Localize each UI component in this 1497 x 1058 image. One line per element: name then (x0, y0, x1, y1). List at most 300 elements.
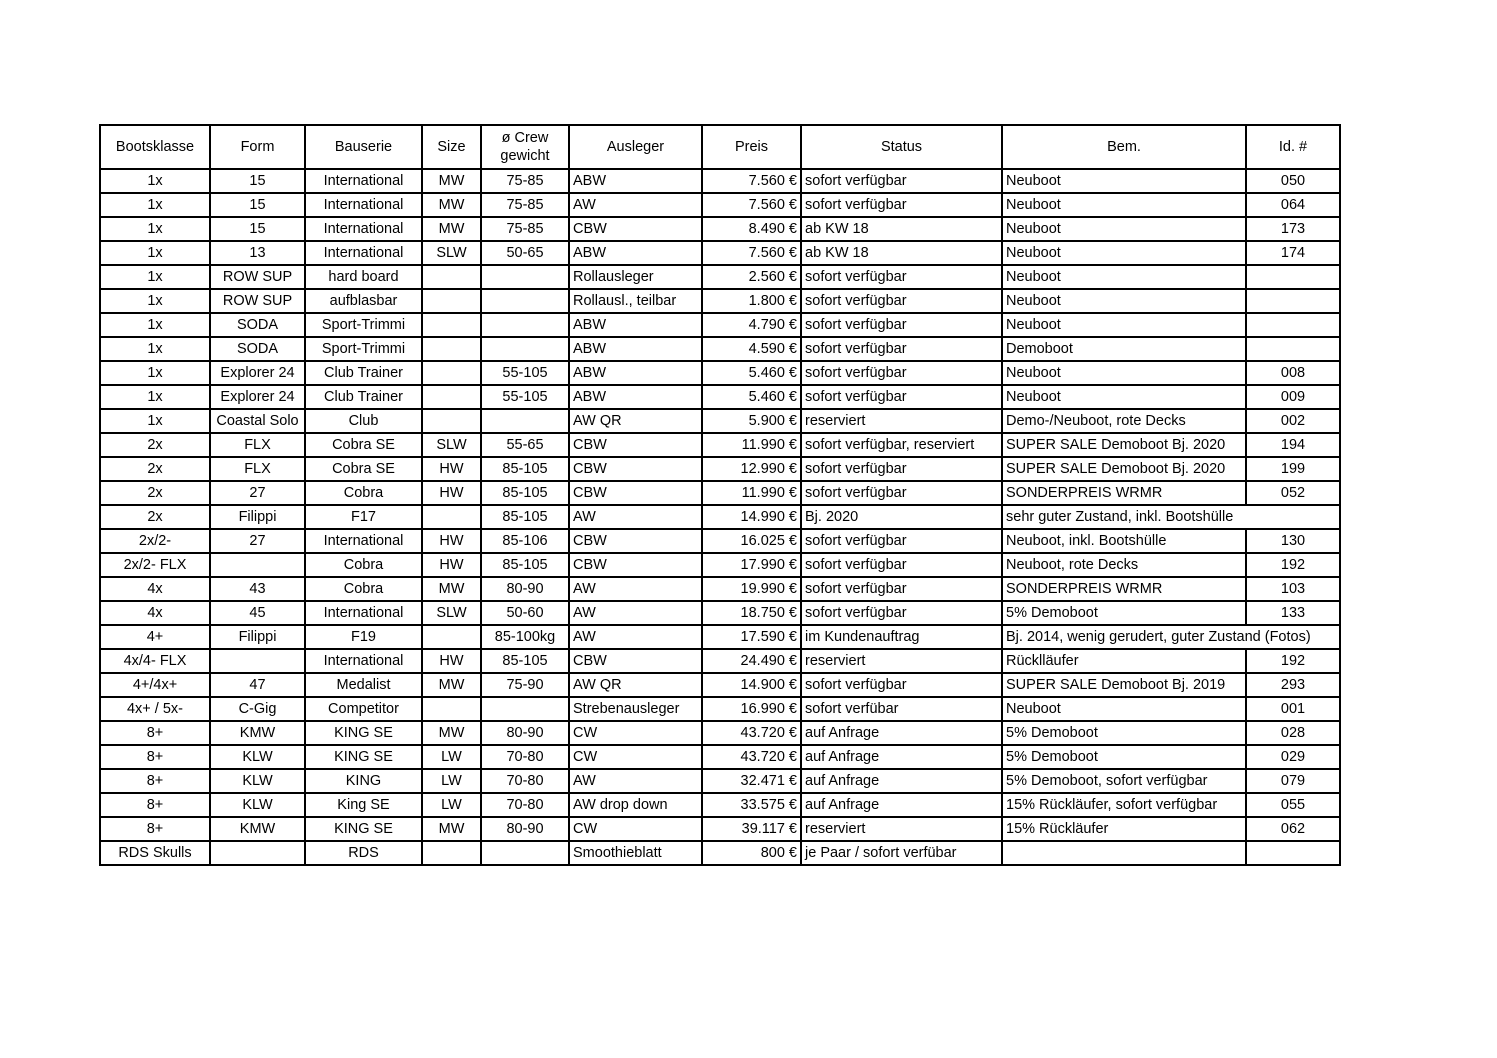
cell-status: sofort verfügbar (801, 481, 1002, 505)
cell-form: KMW (210, 721, 305, 745)
cell-bootsklasse: RDS Skulls (100, 841, 210, 865)
cell-ausleger: CBW (569, 649, 702, 673)
cell-ausleger: AW (569, 505, 702, 529)
cell-form: 45 (210, 601, 305, 625)
cell-id: 001 (1246, 697, 1340, 721)
cell-bauserie: Cobra (305, 553, 422, 577)
cell-status: ab KW 18 (801, 217, 1002, 241)
cell-id: 055 (1246, 793, 1340, 817)
cell-crew-gewicht: 70-80 (481, 769, 569, 793)
cell-preis: 5.900 € (702, 409, 801, 433)
cell-size (422, 625, 481, 649)
cell-ausleger: ABW (569, 313, 702, 337)
cell-bootsklasse: 8+ (100, 769, 210, 793)
table-row (100, 745, 1340, 769)
table-row (100, 697, 1340, 721)
cell-ausleger: CBW (569, 481, 702, 505)
cell-id: 009 (1246, 385, 1340, 409)
cell-ausleger: ABW (569, 241, 702, 265)
cell-id: 192 (1246, 553, 1340, 577)
table-row (100, 817, 1340, 841)
cell-form: 47 (210, 673, 305, 697)
cell-bem: 15% Rückläufer, sofort verfügbar (1002, 793, 1246, 817)
cell-size: SLW (422, 241, 481, 265)
cell-crew-gewicht (481, 841, 569, 865)
cell-status: Bj. 2020 (801, 505, 1002, 529)
cell-bem: 15% Rückläufer (1002, 817, 1246, 841)
cell-bootsklasse: 1x (100, 169, 210, 193)
cell-preis: 18.750 € (702, 601, 801, 625)
cell-ausleger: ABW (569, 337, 702, 361)
cell-form: SODA (210, 313, 305, 337)
cell-bootsklasse: 8+ (100, 817, 210, 841)
cell-bootsklasse: 1x (100, 313, 210, 337)
table-row (100, 529, 1340, 553)
cell-form: Filippi (210, 625, 305, 649)
header-bauserie: Bauserie (305, 125, 422, 169)
table-row (100, 721, 1340, 745)
cell-bootsklasse: 1x (100, 409, 210, 433)
cell-status: sofort verfügbar (801, 313, 1002, 337)
cell-bem: Neuboot (1002, 265, 1246, 289)
cell-size: MW (422, 721, 481, 745)
table-row (100, 241, 1340, 265)
cell-bootsklasse: 4+/4x+ (100, 673, 210, 697)
cell-form: ROW SUP (210, 265, 305, 289)
cell-size: MW (422, 817, 481, 841)
cell-status: sofort verfügbar (801, 193, 1002, 217)
cell-crew-gewicht: 75-85 (481, 169, 569, 193)
cell-ausleger: CW (569, 721, 702, 745)
cell-id: 008 (1246, 361, 1340, 385)
table-row (100, 457, 1340, 481)
table-row (100, 289, 1340, 313)
cell-size: MW (422, 193, 481, 217)
cell-form: SODA (210, 337, 305, 361)
cell-bootsklasse: 4x (100, 577, 210, 601)
cell-bauserie: Cobra (305, 481, 422, 505)
cell-bem: SUPER SALE Demoboot Bj. 2020 (1002, 433, 1246, 457)
header-id: Id. # (1246, 125, 1340, 169)
cell-form: 13 (210, 241, 305, 265)
cell-id (1246, 289, 1340, 313)
table-row (100, 217, 1340, 241)
cell-form: Coastal Solo (210, 409, 305, 433)
cell-ausleger: CBW (569, 457, 702, 481)
cell-bem: sehr guter Zustand, inkl. Bootshülle (1002, 505, 1340, 529)
cell-bauserie: Medalist (305, 673, 422, 697)
cell-bootsklasse: 2x/2- (100, 529, 210, 553)
cell-form: KMW (210, 817, 305, 841)
cell-bootsklasse: 8+ (100, 745, 210, 769)
cell-bootsklasse: 4x/4- FLX (100, 649, 210, 673)
cell-bem: Neuboot (1002, 385, 1246, 409)
cell-form: KLW (210, 793, 305, 817)
cell-crew-gewicht (481, 265, 569, 289)
cell-bauserie: International (305, 169, 422, 193)
cell-bauserie: International (305, 193, 422, 217)
cell-form: ROW SUP (210, 289, 305, 313)
cell-form: FLX (210, 433, 305, 457)
cell-crew-gewicht (481, 289, 569, 313)
cell-ausleger: Strebenausleger (569, 697, 702, 721)
cell-id: 174 (1246, 241, 1340, 265)
header-size: Size (422, 125, 481, 169)
cell-size: LW (422, 769, 481, 793)
cell-crew-gewicht: 85-106 (481, 529, 569, 553)
cell-id: 199 (1246, 457, 1340, 481)
cell-crew-gewicht: 70-80 (481, 793, 569, 817)
cell-size: SLW (422, 601, 481, 625)
cell-status: auf Anfrage (801, 793, 1002, 817)
cell-id (1246, 313, 1340, 337)
cell-bootsklasse: 8+ (100, 793, 210, 817)
cell-ausleger: ABW (569, 385, 702, 409)
cell-ausleger: AW (569, 193, 702, 217)
cell-ausleger: CBW (569, 529, 702, 553)
cell-id: 064 (1246, 193, 1340, 217)
cell-id: 050 (1246, 169, 1340, 193)
cell-ausleger: AW (569, 769, 702, 793)
cell-bauserie: Cobra SE (305, 457, 422, 481)
cell-bauserie: Competitor (305, 697, 422, 721)
cell-crew-gewicht: 85-105 (481, 505, 569, 529)
cell-form: Explorer 24 (210, 385, 305, 409)
cell-bootsklasse: 8+ (100, 721, 210, 745)
cell-ausleger: CBW (569, 217, 702, 241)
cell-preis: 4.590 € (702, 337, 801, 361)
cell-bauserie: KING (305, 769, 422, 793)
cell-size: HW (422, 481, 481, 505)
cell-crew-gewicht: 75-90 (481, 673, 569, 697)
cell-preis: 7.560 € (702, 241, 801, 265)
cell-crew-gewicht: 85-105 (481, 649, 569, 673)
cell-status: sofort verfübar (801, 697, 1002, 721)
cell-bootsklasse: 2x (100, 457, 210, 481)
cell-bootsklasse: 1x (100, 265, 210, 289)
cell-form: 27 (210, 529, 305, 553)
cell-status: sofort verfügbar (801, 601, 1002, 625)
cell-bauserie: International (305, 649, 422, 673)
cell-bauserie: King SE (305, 793, 422, 817)
cell-preis: 43.720 € (702, 745, 801, 769)
cell-ausleger: CBW (569, 433, 702, 457)
table-header-row (100, 125, 1340, 169)
cell-size: MW (422, 673, 481, 697)
cell-bauserie: Sport-Trimmi (305, 313, 422, 337)
cell-form: FLX (210, 457, 305, 481)
cell-bem: SUPER SALE Demoboot Bj. 2020 (1002, 457, 1246, 481)
cell-bem: 5% Demoboot (1002, 601, 1246, 625)
cell-status: sofort verfügbar, reserviert (801, 433, 1002, 457)
cell-status: sofort verfügbar (801, 361, 1002, 385)
cell-status: im Kundenauftrag (801, 625, 1002, 649)
cell-ausleger: Smoothieblatt (569, 841, 702, 865)
cell-id: 103 (1246, 577, 1340, 601)
cell-status: auf Anfrage (801, 745, 1002, 769)
cell-bootsklasse: 4+ (100, 625, 210, 649)
cell-size (422, 265, 481, 289)
cell-bootsklasse: 1x (100, 217, 210, 241)
cell-bauserie: aufblasbar (305, 289, 422, 313)
cell-preis: 12.990 € (702, 457, 801, 481)
cell-bootsklasse: 1x (100, 361, 210, 385)
cell-preis: 24.490 € (702, 649, 801, 673)
cell-bem: Neuboot (1002, 241, 1246, 265)
header-status: Status (801, 125, 1002, 169)
cell-bauserie: F17 (305, 505, 422, 529)
cell-status: auf Anfrage (801, 769, 1002, 793)
table-row (100, 649, 1340, 673)
cell-form: KLW (210, 769, 305, 793)
cell-bem: 5% Demoboot, sofort verfügbar (1002, 769, 1246, 793)
table-row (100, 265, 1340, 289)
cell-preis: 16.990 € (702, 697, 801, 721)
cell-status: sofort verfügbar (801, 385, 1002, 409)
cell-crew-gewicht: 85-100kg (481, 625, 569, 649)
cell-crew-gewicht: 50-60 (481, 601, 569, 625)
cell-crew-gewicht: 85-105 (481, 481, 569, 505)
cell-bem: SONDERPREIS WRMR (1002, 577, 1246, 601)
cell-preis: 8.490 € (702, 217, 801, 241)
cell-form: 15 (210, 169, 305, 193)
cell-crew-gewicht: 80-90 (481, 721, 569, 745)
cell-form: Explorer 24 (210, 361, 305, 385)
cell-bem: Neuboot (1002, 193, 1246, 217)
cell-bem: SUPER SALE Demoboot Bj. 2019 (1002, 673, 1246, 697)
table-row (100, 769, 1340, 793)
cell-id (1246, 337, 1340, 361)
cell-size: HW (422, 649, 481, 673)
cell-preis: 17.990 € (702, 553, 801, 577)
cell-size (422, 505, 481, 529)
table-row (100, 625, 1340, 649)
cell-size (422, 697, 481, 721)
boat-inventory-table (99, 124, 1341, 866)
cell-bem: Demo-/Neuboot, rote Decks (1002, 409, 1246, 433)
cell-status: sofort verfügbar (801, 337, 1002, 361)
cell-ausleger: AW drop down (569, 793, 702, 817)
cell-status: auf Anfrage (801, 721, 1002, 745)
cell-preis: 14.990 € (702, 505, 801, 529)
cell-id: 192 (1246, 649, 1340, 673)
table-row (100, 193, 1340, 217)
cell-id: 130 (1246, 529, 1340, 553)
cell-preis: 32.471 € (702, 769, 801, 793)
cell-preis: 11.990 € (702, 481, 801, 505)
cell-bem: Neuboot (1002, 697, 1246, 721)
header-bem: Bem. (1002, 125, 1246, 169)
cell-preis: 39.117 € (702, 817, 801, 841)
cell-size (422, 289, 481, 313)
table-row (100, 481, 1340, 505)
cell-form: 15 (210, 217, 305, 241)
cell-bem: Neuboot, rote Decks (1002, 553, 1246, 577)
table-body (100, 169, 1340, 865)
cell-bauserie: Sport-Trimmi (305, 337, 422, 361)
cell-size: HW (422, 457, 481, 481)
cell-crew-gewicht: 50-65 (481, 241, 569, 265)
cell-crew-gewicht: 70-80 (481, 745, 569, 769)
cell-bem: Neuboot, inkl. Bootshülle (1002, 529, 1246, 553)
cell-size: MW (422, 217, 481, 241)
cell-status: sofort verfügbar (801, 553, 1002, 577)
table-row (100, 385, 1340, 409)
cell-size (422, 409, 481, 433)
cell-crew-gewicht: 85-105 (481, 553, 569, 577)
cell-size: SLW (422, 433, 481, 457)
table-row (100, 169, 1340, 193)
cell-ausleger: ABW (569, 169, 702, 193)
header-crew-gewicht: ø Crew gewicht (481, 125, 569, 169)
cell-bootsklasse: 2x (100, 505, 210, 529)
cell-id: 002 (1246, 409, 1340, 433)
table-row (100, 673, 1340, 697)
cell-crew-gewicht: 80-90 (481, 817, 569, 841)
cell-ausleger: AW (569, 577, 702, 601)
cell-bauserie: International (305, 601, 422, 625)
header-preis: Preis (702, 125, 801, 169)
cell-ausleger: AW QR (569, 673, 702, 697)
table-row (100, 505, 1340, 529)
cell-ausleger: CBW (569, 553, 702, 577)
cell-preis: 4.790 € (702, 313, 801, 337)
table-row (100, 337, 1340, 361)
cell-preis: 16.025 € (702, 529, 801, 553)
cell-bootsklasse: 4x (100, 601, 210, 625)
cell-bootsklasse: 2x (100, 481, 210, 505)
cell-preis: 17.590 € (702, 625, 801, 649)
cell-id: 028 (1246, 721, 1340, 745)
cell-bauserie: F19 (305, 625, 422, 649)
table-row (100, 793, 1340, 817)
cell-bauserie: Cobra SE (305, 433, 422, 457)
header-ausleger: Ausleger (569, 125, 702, 169)
cell-ausleger: Rollausleger (569, 265, 702, 289)
cell-bem: Demoboot (1002, 337, 1246, 361)
cell-status: reserviert (801, 649, 1002, 673)
cell-ausleger: Rollausl., teilbar (569, 289, 702, 313)
cell-bem (1002, 841, 1246, 865)
cell-bem: Neuboot (1002, 169, 1246, 193)
cell-form: KLW (210, 745, 305, 769)
cell-id: 194 (1246, 433, 1340, 457)
cell-bem: Neuboot (1002, 361, 1246, 385)
table-row (100, 313, 1340, 337)
cell-form: C-Gig (210, 697, 305, 721)
cell-form (210, 649, 305, 673)
cell-size: MW (422, 577, 481, 601)
cell-bauserie: hard board (305, 265, 422, 289)
cell-bootsklasse: 4x+ / 5x- (100, 697, 210, 721)
cell-preis: 43.720 € (702, 721, 801, 745)
cell-status: sofort verfügbar (801, 577, 1002, 601)
cell-preis: 5.460 € (702, 361, 801, 385)
cell-preis: 7.560 € (702, 169, 801, 193)
cell-status: je Paar / sofort verfübar (801, 841, 1002, 865)
cell-status: ab KW 18 (801, 241, 1002, 265)
cell-status: sofort verfügbar (801, 169, 1002, 193)
cell-bauserie: International (305, 241, 422, 265)
cell-crew-gewicht: 55-105 (481, 385, 569, 409)
cell-preis: 1.800 € (702, 289, 801, 313)
cell-bem: 5% Demoboot (1002, 721, 1246, 745)
cell-size (422, 385, 481, 409)
cell-bem: Bj. 2014, wenig gerudert, guter Zustand (Fotos) (1002, 625, 1340, 649)
cell-crew-gewicht (481, 313, 569, 337)
cell-bootsklasse: 2x (100, 433, 210, 457)
cell-ausleger: AW (569, 601, 702, 625)
cell-bauserie: KING SE (305, 721, 422, 745)
cell-size: LW (422, 793, 481, 817)
cell-size (422, 337, 481, 361)
cell-crew-gewicht: 75-85 (481, 193, 569, 217)
table-row (100, 433, 1340, 457)
cell-bem: Rückl​läufer (1002, 649, 1246, 673)
cell-preis: 7.560 € (702, 193, 801, 217)
cell-bem: 5% Demoboot (1002, 745, 1246, 769)
cell-bauserie: Club Trainer (305, 385, 422, 409)
cell-crew-gewicht: 80-90 (481, 577, 569, 601)
cell-size (422, 361, 481, 385)
cell-ausleger: AW (569, 625, 702, 649)
cell-crew-gewicht: 75-85 (481, 217, 569, 241)
cell-size: HW (422, 553, 481, 577)
cell-id: 293 (1246, 673, 1340, 697)
cell-size (422, 841, 481, 865)
cell-ausleger: CW (569, 817, 702, 841)
cell-size (422, 313, 481, 337)
cell-crew-gewicht: 55-65 (481, 433, 569, 457)
cell-bootsklasse: 1x (100, 289, 210, 313)
cell-status: sofort verfügbar (801, 529, 1002, 553)
cell-ausleger: AW QR (569, 409, 702, 433)
cell-bootsklasse: 1x (100, 385, 210, 409)
table-row (100, 361, 1340, 385)
cell-crew-gewicht (481, 697, 569, 721)
cell-bem: SONDERPREIS WRMR (1002, 481, 1246, 505)
cell-bauserie: Club (305, 409, 422, 433)
cell-id (1246, 841, 1340, 865)
table-row (100, 601, 1340, 625)
cell-preis: 5.460 € (702, 385, 801, 409)
cell-preis: 33.575 € (702, 793, 801, 817)
cell-bauserie: International (305, 529, 422, 553)
cell-status: reserviert (801, 817, 1002, 841)
cell-id: 062 (1246, 817, 1340, 841)
cell-bootsklasse: 1x (100, 337, 210, 361)
cell-bauserie: Club Trainer (305, 361, 422, 385)
cell-form: 43 (210, 577, 305, 601)
table-row (100, 553, 1340, 577)
table-row (100, 409, 1340, 433)
cell-size: LW (422, 745, 481, 769)
cell-crew-gewicht (481, 409, 569, 433)
cell-bem: Neuboot (1002, 289, 1246, 313)
table-row (100, 577, 1340, 601)
cell-size: MW (422, 169, 481, 193)
cell-crew-gewicht: 85-105 (481, 457, 569, 481)
cell-form (210, 841, 305, 865)
cell-id: 079 (1246, 769, 1340, 793)
cell-bootsklasse: 2x/2- FLX (100, 553, 210, 577)
cell-id: 052 (1246, 481, 1340, 505)
cell-status: sofort verfügbar (801, 673, 1002, 697)
cell-preis: 800 € (702, 841, 801, 865)
cell-preis: 19.990 € (702, 577, 801, 601)
cell-preis: 11.990 € (702, 433, 801, 457)
cell-id: 173 (1246, 217, 1340, 241)
